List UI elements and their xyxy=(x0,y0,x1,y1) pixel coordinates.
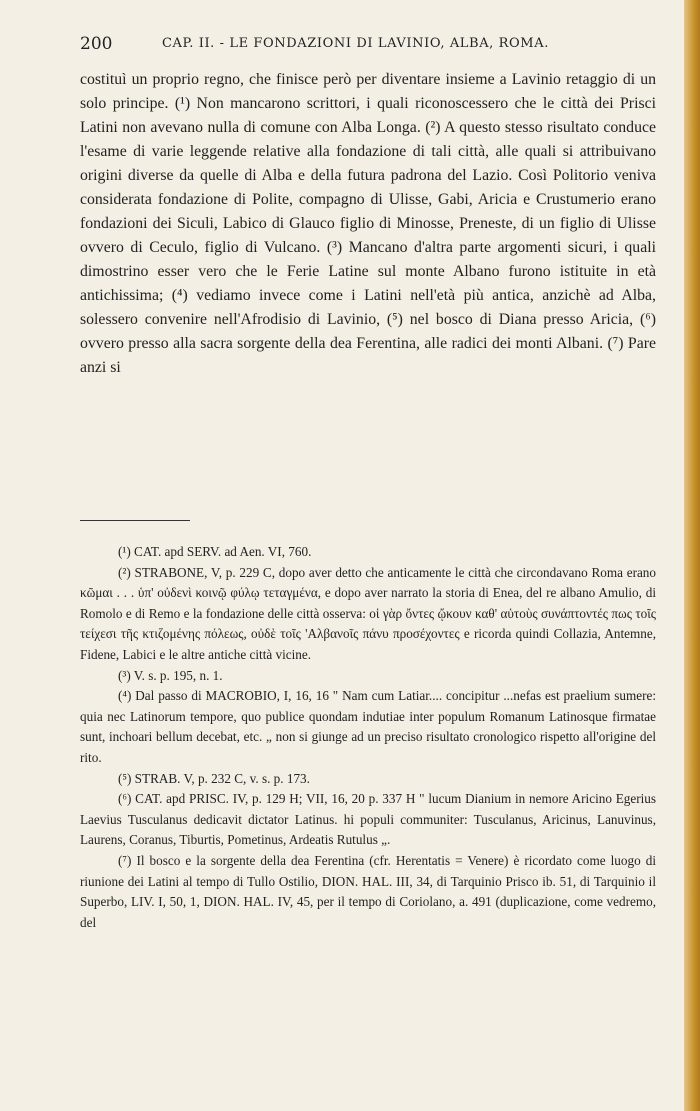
footnote-2: (²) STRABONE, V, p. 229 C, dopo aver detto che anticamente le città che circondavano Roma erano κῶμαι . . . ὑπ' οὐδενὶ κοινῷ φύλῳ τεταγμένα, e dopo aver narrato la storia di Enea, del re albano Amulio, di Romolo e di Remo e la fondazione delle città osserva: οἱ γὰρ ὄντες ᾤκουν καθ' αὑτοὺς συνάπτοντές πως τοῖς τείχεσι τῆς κτιζομένης πόλεως, οὐδὲ τοῖς 'Αλβανοῖς πάνυ προσέχοντες e ricorda quindi Collazia, Antemne, Fidene, Labici e le altre antiche città vicine. xyxy=(80,564,656,662)
footnote-4: (⁴) Dal passo di MACROBIO, I, 16, 16 " Nam cum Latiar.... concipitur ...nefas est praelium sumere: quia nec Latinorum tempore, quo publice quondam indutiae inter populum Romanum Latinosque firmatae sunt, inchoari bellum decebat, etc. „ non si giunge ad un preciso risultato cronologico rispetto all'origine del rito. xyxy=(80,688,656,765)
footnote-7: (⁷) Il bosco e la sorgente della dea Ferentina (cfr. Herentatis = Venere) è ricordato come luogo di riunione dei Latini al tempo di Tullo Ostilio, DION. HAL. III, 34, di Tarquinio Prisco ib. 51, di Tarquinio il Superbo, LIV. I, 50, 1, DION. HAL. IV, 45, per il tempo di Coriolano, a. 491 (duplicazione, come vedremo, del xyxy=(80,852,656,930)
footnote-divider xyxy=(80,520,190,521)
footnote-6: (⁶) CAT. apd PRISC. IV, p. 129 H; VII, 16, 20 p. 337 H " lucum Dianium in nemore Aricino Egerius Laevius Tusculanus dedicavit dictator Latinus. hi populi communiter: Tusculanus, Aricinus, Lanuvinus, Laurens, Coranus, Tiburtis, Pometinus, Ardeatis Rutulus „. xyxy=(80,791,656,848)
footnote-5: (⁵) STRAB. V, p. 232 C, v. s. p. 173. xyxy=(118,770,310,786)
footnote-1: (¹) CAT. apd SERV. ad Aen. VI, 760. xyxy=(118,544,312,559)
footnotes xyxy=(80,542,656,933)
body-paragraph: costituì un proprio regno, che finisce però per diventare insieme a Lavinio retaggio di un solo principe. (¹) Non mancarono scrittori, i quali riconoscessero che le città dei Prisci Latini non avevano nulla di comune con Alba Longa. (²) A questo stesso risultato conduce l'esame di varie leggende relative alla fondazione di tali città, alle quali si attribuivano origini diverse da quelle di Alba e della futura padrona del Lazio. Così Politorio veniva considerata fondazione di Polite, compagno di Ulisse, Gabi, Aricia e Crustumerio erano fondazioni dei Siculi, Labico di Glauco figlio di Minosse, Preneste, di un figlio di Ulisse ovvero di Ceculo, figlio di Vulcano. (³) Mancano d'altra parte argomenti sicuri, i quali dimostrino esser vero che le Ferie Latine sul monte Albano furono istituite in età antichissima; (⁴) vediamo invece come i Latini nell'età più antica, anzichè ad Alba, solessero convenire nell'Afrodisio di Lavinio, (⁵) nel bosco di Diana presso Aricia, (⁶) ovvero presso alla sacra sorgente della dea Ferentina, alle radici dei monti Albani. (⁷) Pare anzi si xyxy=(80,71,656,376)
page-header xyxy=(80,34,660,58)
page-edge-decoration xyxy=(684,0,700,1111)
page-number: 200 xyxy=(80,34,113,54)
footnote-3: (³) V. s. p. 195, n. 1. xyxy=(118,667,223,683)
main-text xyxy=(80,68,656,380)
running-title: CAP. II. - LE FONDAZIONI DI LAVINIO, ALBA, ROMA. xyxy=(162,36,549,51)
